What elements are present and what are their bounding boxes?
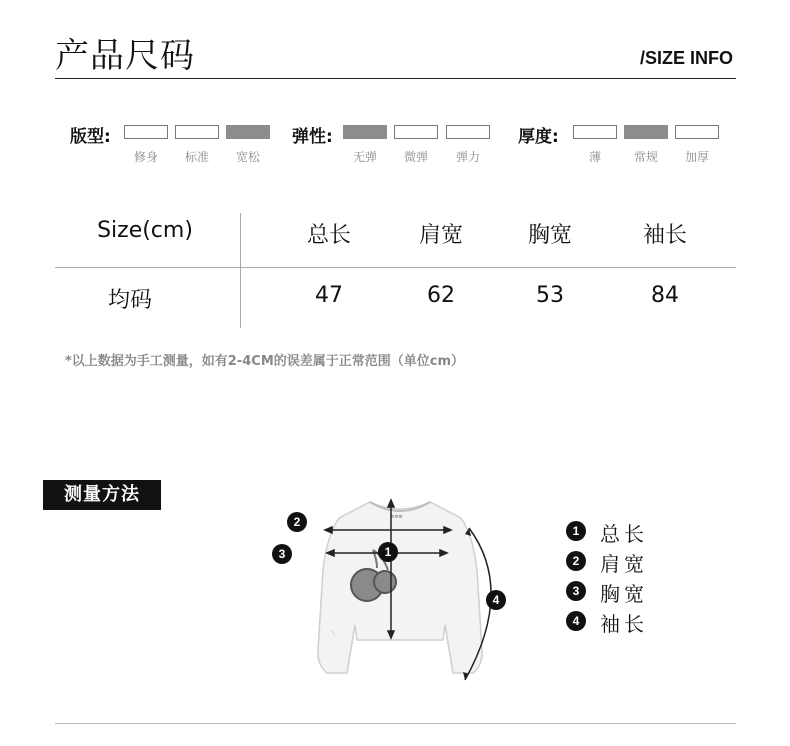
option-label: 微弹 <box>403 150 428 164</box>
legend-label: 总长 <box>600 522 648 546</box>
method-title: 测量方法 <box>43 480 161 510</box>
table-cell-length: 47 <box>315 283 343 308</box>
option-box-thickness-1 <box>624 125 668 139</box>
marker-2-icon: 2 <box>287 512 307 532</box>
table-row-divider <box>55 267 736 268</box>
page-title: 产品尺码 <box>55 36 195 76</box>
option-box-elasticity-0 <box>343 125 387 139</box>
option-label: 无弹 <box>352 150 377 164</box>
option-box-thickness-2 <box>675 125 719 139</box>
table-cell-size: 均码 <box>107 288 152 313</box>
option-label: 宽松 <box>235 150 260 164</box>
marker-3-icon: 3 <box>272 544 292 564</box>
brand-tag: ≡≡≡ <box>390 514 403 520</box>
option-label: 薄 <box>588 150 601 164</box>
attribute-name: 厚度: <box>518 127 559 147</box>
table-cell-sleeve: 84 <box>651 283 679 308</box>
option-box-fit-1 <box>175 125 219 139</box>
legend-number-icon: 1 <box>566 521 586 541</box>
sweatshirt-shape <box>318 502 482 673</box>
legend-number-icon: 4 <box>566 611 586 631</box>
table-header-length: 总长 <box>306 223 351 248</box>
page-subtitle: /SIZE INFO <box>639 48 733 68</box>
table-column-divider <box>240 213 241 328</box>
attribute-name: 弹性: <box>292 127 333 147</box>
option-box-fit-2 <box>226 125 270 139</box>
sweatshirt-diagram <box>285 490 515 690</box>
option-label: 弹力 <box>455 150 480 164</box>
option-box-elasticity-1 <box>394 125 438 139</box>
option-label: 常规 <box>633 150 658 164</box>
legend-label: 胸宽 <box>600 582 648 606</box>
option-box-elasticity-2 <box>446 125 490 139</box>
table-header-shoulder: 肩宽 <box>418 223 463 248</box>
legend-number-icon: 2 <box>566 551 586 571</box>
header-divider <box>55 78 736 79</box>
footer-divider <box>55 723 736 724</box>
attribute-elasticity <box>292 120 512 170</box>
option-label: 修身 <box>133 150 158 164</box>
cherry-right <box>374 571 396 593</box>
legend-number-icon: 3 <box>566 581 586 601</box>
attribute-fit <box>70 120 290 170</box>
option-label: 标准 <box>184 150 209 164</box>
measurement-note: *以上数据为手工测量，如有2-4CM的误差属于正常范围（单位cm） <box>65 354 465 369</box>
table-cell-shoulder: 62 <box>427 283 455 308</box>
table-cell-chest: 53 <box>536 283 564 308</box>
marker-4-icon: 4 <box>486 590 506 610</box>
table-header-sleeve: 袖长 <box>642 223 687 248</box>
option-label: 加厚 <box>684 150 709 164</box>
option-box-fit-0 <box>124 125 168 139</box>
option-box-thickness-0 <box>573 125 617 139</box>
attribute-name: 版型: <box>70 127 111 147</box>
marker-1-icon: 1 <box>378 542 398 562</box>
table-header-size: Size(cm) <box>97 218 193 243</box>
legend-label: 袖长 <box>600 612 648 636</box>
attribute-thickness <box>518 120 738 170</box>
legend-label: 肩宽 <box>600 552 648 576</box>
table-header-chest: 胸宽 <box>527 223 572 248</box>
